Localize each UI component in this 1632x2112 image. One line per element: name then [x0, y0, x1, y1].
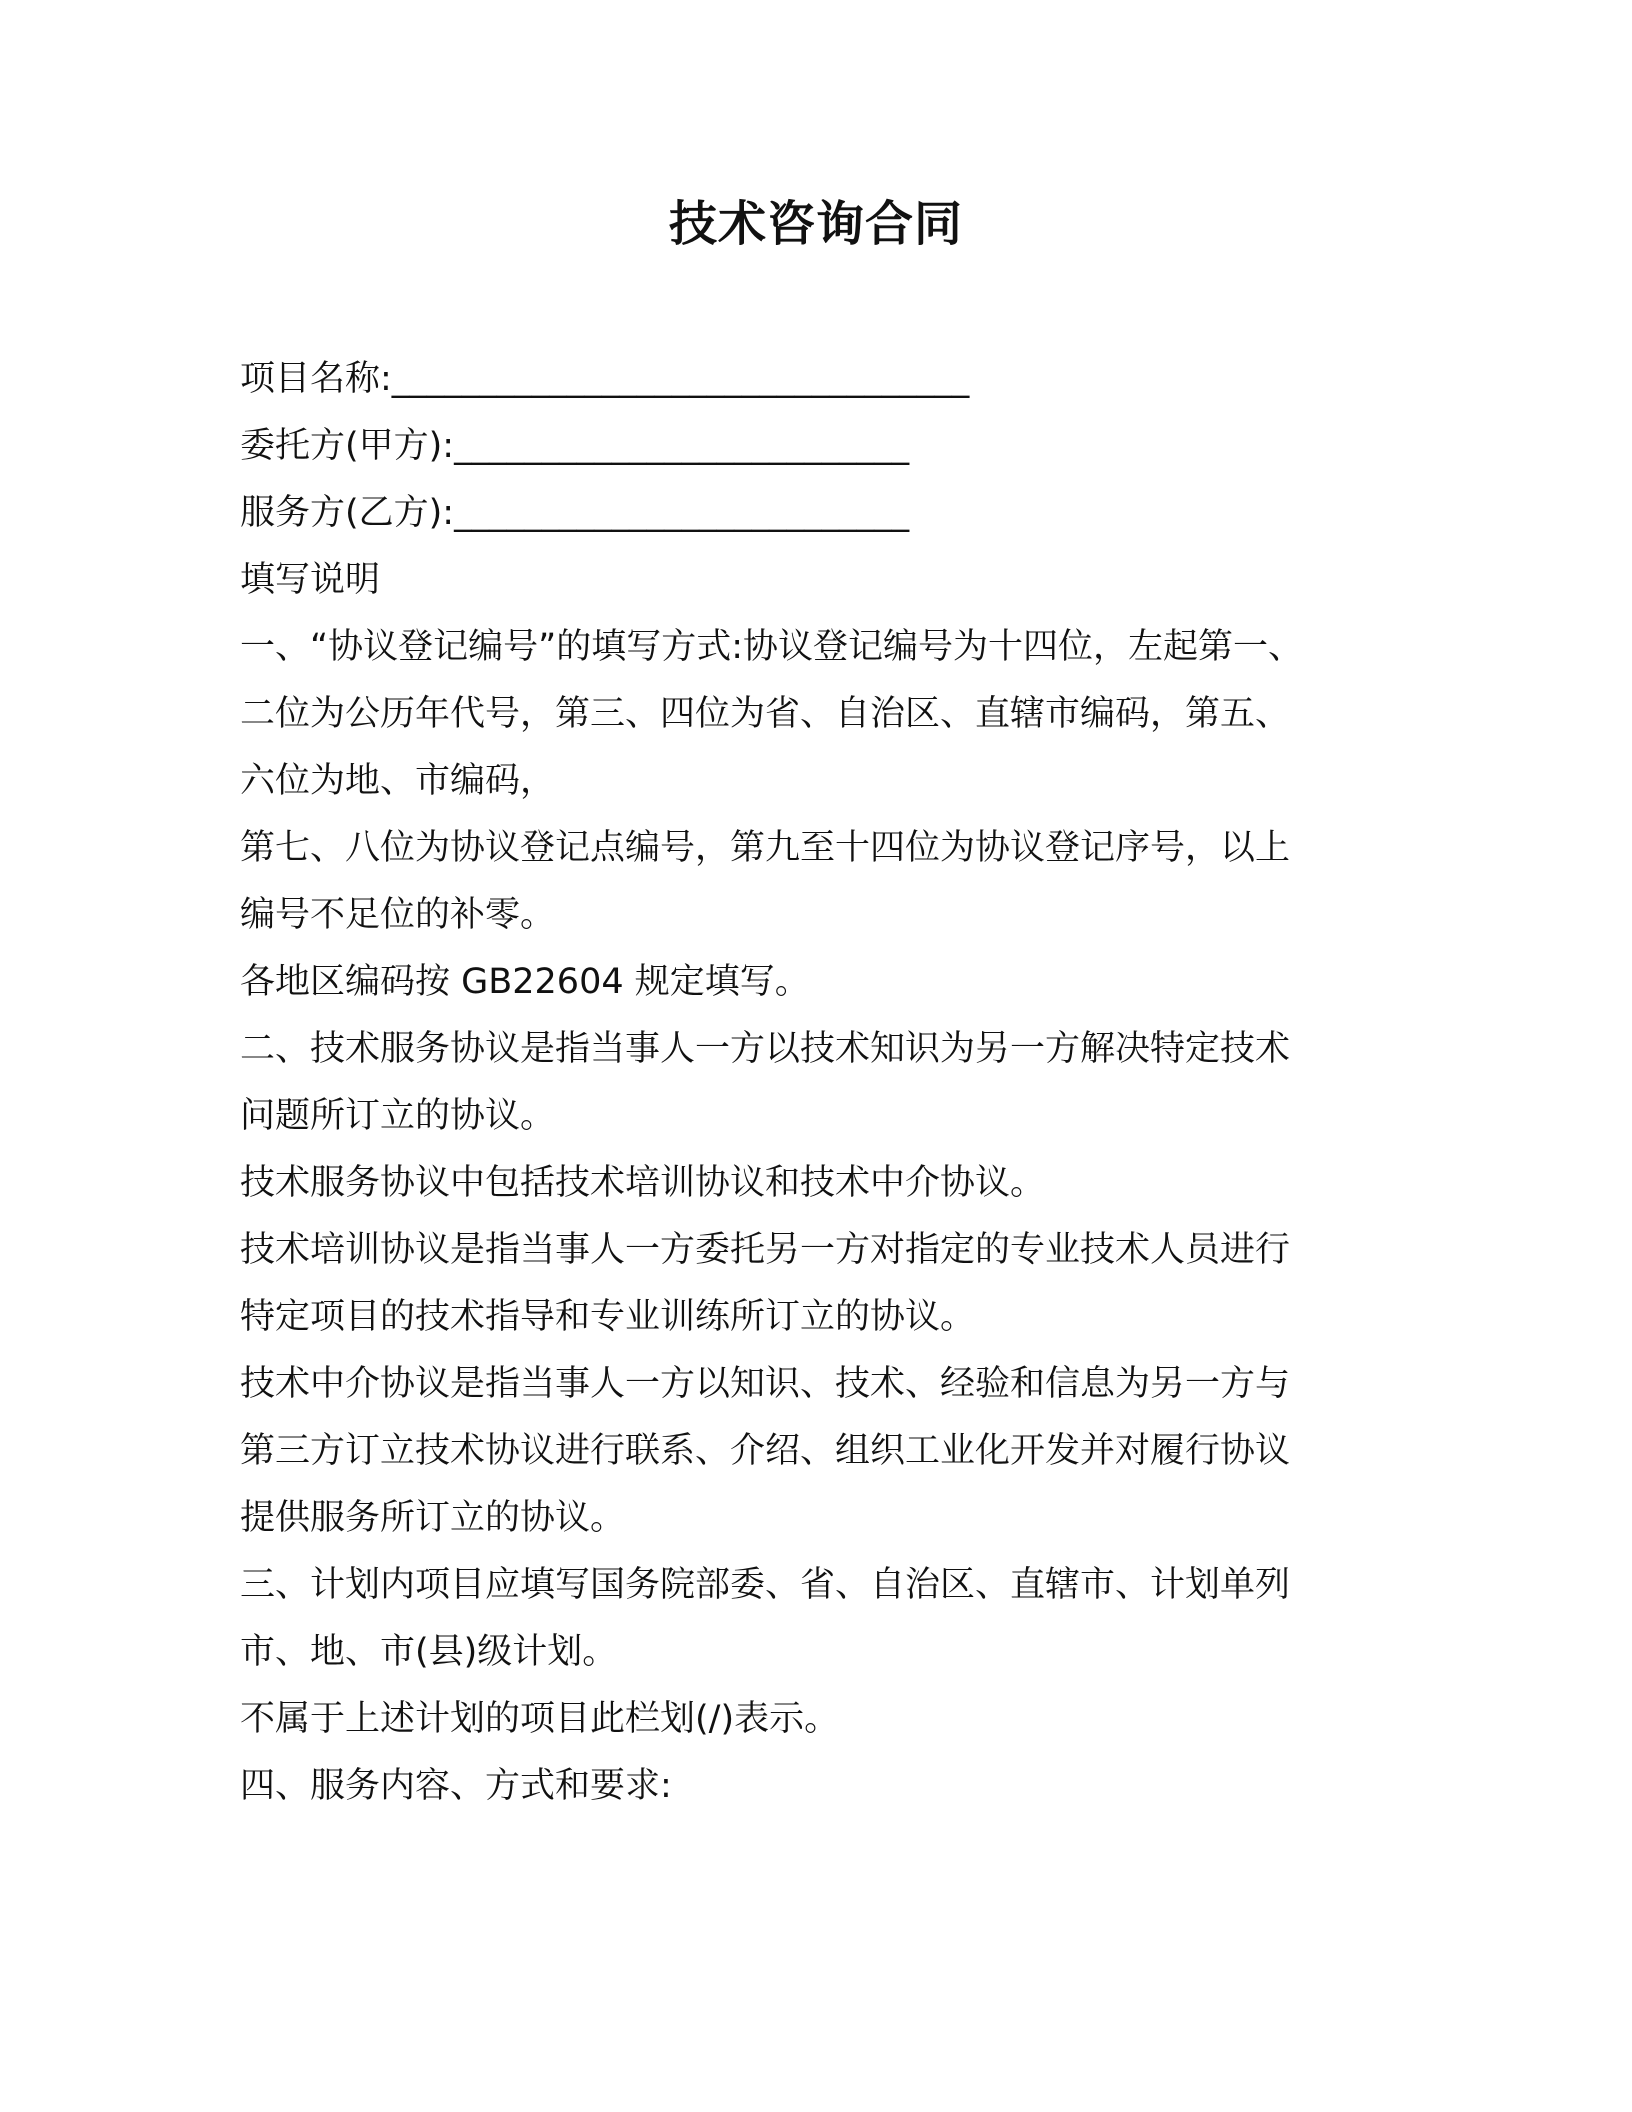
paragraph-line: 六位为地、市编码， — [240, 761, 556, 801]
document-title: 技术咨询合同 — [668, 196, 963, 252]
paragraph-line: 市、地、市(县)级计划。 — [240, 1632, 618, 1672]
instructions-heading: 填写说明 — [240, 560, 381, 600]
paragraph-line: 技术中介协议是指当事人一方以知识、技术、经验和信息为另一方与 — [240, 1364, 1291, 1404]
paragraph-line: 特定项目的技术指导和专业训练所订立的协议。 — [240, 1297, 976, 1337]
paragraph-line: 二位为公历年代号，第三、四位为省、自治区、直辖市编码，第五、 — [240, 694, 1291, 734]
paragraph-line: 一、“协议登记编号”的填写方式:协议登记编号为十四位，左起第一、 — [240, 627, 1304, 667]
paragraph-line: 二、技术服务协议是指当事人一方以技术知识为另一方解决特定技术 — [240, 1029, 1291, 1069]
paragraph-line: 各地区编码按 GB22604 规定填写。 — [240, 962, 810, 1002]
paragraph-line: 提供服务所订立的协议。 — [240, 1498, 626, 1538]
paragraph-line: 第七、八位为协议登记点编号，第九至十四位为协议登记序号，以上 — [240, 828, 1291, 868]
paragraph-line: 问题所订立的协议。 — [240, 1096, 556, 1136]
paragraph-line: 三、计划内项目应填写国务院部委、省、自治区、直辖市、计划单列 — [240, 1565, 1291, 1605]
paragraph-line: 编号不足位的补零。 — [240, 895, 556, 935]
document-body — [240, 346, 1400, 1820]
client-field: 委托方(甲方):__________________________ — [240, 426, 910, 466]
paragraph-line: 不属于上述计划的项目此栏划(/)表示。 — [240, 1699, 840, 1739]
paragraph-line: 第三方订立技术协议进行联系、介绍、组织工业化开发并对履行协议 — [240, 1431, 1291, 1471]
project-name-field: 项目名称:_________________________________ — [240, 359, 970, 399]
provider-field: 服务方(乙方):__________________________ — [240, 493, 910, 533]
paragraph-line: 技术培训协议是指当事人一方委托另一方对指定的专业技术人员进行 — [240, 1230, 1291, 1270]
paragraph-line: 四、服务内容、方式和要求: — [240, 1766, 672, 1806]
paragraph-line: 技术服务协议中包括技术培训协议和技术中介协议。 — [240, 1163, 1046, 1203]
